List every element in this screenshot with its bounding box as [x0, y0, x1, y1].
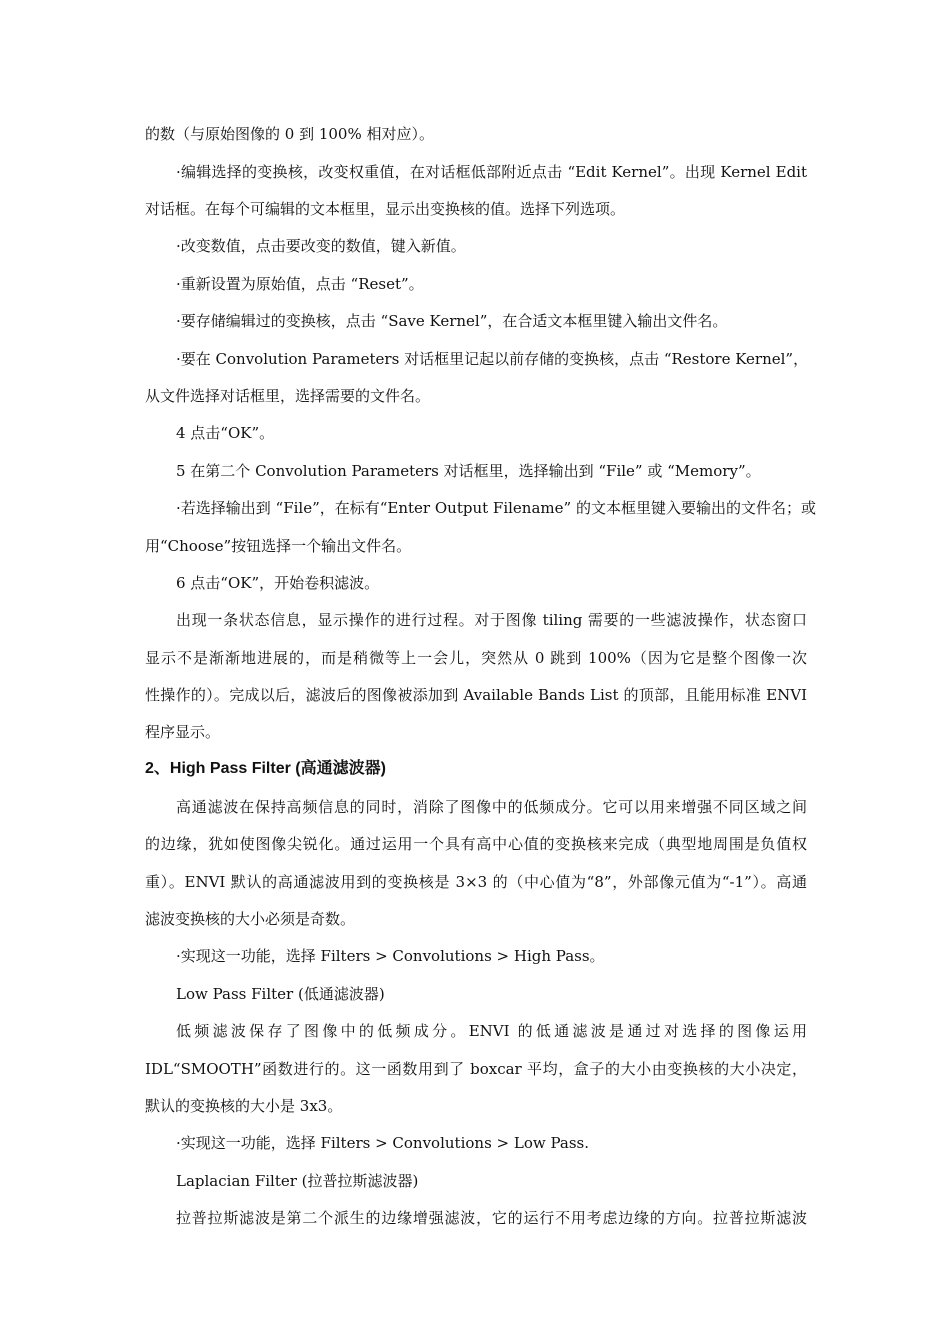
- paragraph-high-pass: 高通滤波在保持高频信息的同时，消除了图像中的低频成分。它可以用来增强不同区域之间: [176, 798, 807, 816]
- paragraph-line: 性操作的）。完成以后，滤波后的图像被添加到 Available Bands List 的顶部，且能用标准 ENVI: [145, 686, 807, 704]
- paragraph-line: 滤波变换核的大小必须是奇数。: [145, 910, 356, 928]
- paragraph-low-pass: 低频滤波保存了图像中的低频成分。ENVI 的低通滤波是通过对选择的图像运用: [176, 1022, 807, 1040]
- paragraph-line: 对话框。在每个可编辑的文本框里，显示出变换核的值。选择下列选项。: [145, 200, 626, 218]
- subheading-laplacian: Laplacian Filter (拉普拉斯滤波器): [176, 1172, 419, 1190]
- paragraph-line: IDL“SMOOTH”函数进行的。这一函数用到了 boxcar 平均，盒子的大小由变换核的大小决定，: [145, 1060, 807, 1078]
- step-6: 6 点击“OK”，开始卷积滤波。: [176, 574, 380, 592]
- bullet-save-kernel: ·要存储编辑过的变换核，点击 “Save Kernel”，在合适文本框里键入输出文件名。: [176, 312, 728, 330]
- bullet-high-pass-menu: ·实现这一功能，选择 Filters > Convolutions > High Pass。: [176, 947, 605, 965]
- paragraph-line: 重）。ENVI 默认的高通滤波用到的变换核是 3×3 的（中心值为“8”，外部像元值为“-1”）。高通: [145, 873, 807, 891]
- subheading-low-pass: Low Pass Filter (低通滤波器): [176, 985, 385, 1003]
- bullet-output-file: ·若选择输出到 “File”，在标有“Enter Output Filename” 的文本框里键入要输出的文件名；或: [176, 499, 816, 517]
- paragraph-line: 的边缘，犹如使图像尖锐化。通过运用一个具有高中心值的变换核来完成（典型地周围是负值权: [145, 835, 807, 853]
- bullet-reset: ·重新设置为原始值，点击 “Reset”。: [176, 275, 424, 293]
- bullet-restore-kernel: ·要在 Convolution Parameters 对话框里记起以前存储的变换核，点击 “Restore Kernel”，: [176, 350, 809, 368]
- bullet-edit-kernel: ·编辑选择的变换核，改变权重值，在对话框低部附近点击 “Edit Kernel”。出现 Kernel Edit: [176, 163, 807, 181]
- paragraph-status: 出现一条状态信息，显示操作的进行过程。对于图像 tiling 需要的一些滤波操作，状态窗口: [176, 611, 807, 629]
- paragraph-line: 显示不是渐渐地进展的，而是稍微等上一会儿，突然从 0 跳到 100%（因为它是整个图像一次: [145, 649, 807, 667]
- step-5: 5 在第二个 Convolution Parameters 对话框里，选择输出到 “File” 或 “Memory”。: [176, 462, 761, 480]
- paragraph-line: 程序显示。: [145, 723, 221, 741]
- bullet-change-value: ·改变数值，点击要改变的数值，键入新值。: [176, 237, 466, 255]
- bullet-low-pass-menu: ·实现这一功能，选择 Filters > Convolutions > Low Pass.: [176, 1134, 589, 1152]
- step-4: 4 点击“OK”。: [176, 424, 275, 442]
- paragraph-line: 用“Choose”按钮选择一个输出文件名。: [145, 537, 412, 555]
- paragraph-line: 默认的变换核的大小是 3x3。: [145, 1097, 343, 1115]
- paragraph-line: 的数（与原始图像的 0 到 100% 相对应）。: [145, 125, 435, 143]
- section-heading-high-pass: 2、High Pass Filter (高通滤波器): [145, 760, 386, 777]
- paragraph-line: 从文件选择对话框里，选择需要的文件名。: [145, 387, 431, 405]
- paragraph-laplacian: 拉普拉斯滤波是第二个派生的边缘增强滤波，它的运行不用考虑边缘的方向。拉普拉斯滤波: [176, 1209, 807, 1227]
